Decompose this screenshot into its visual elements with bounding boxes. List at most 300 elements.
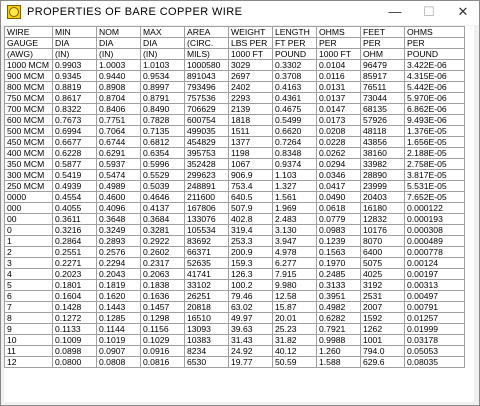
data-cell[interactable]: 0.1156 (141, 324, 185, 335)
data-cell[interactable]: 2402 (229, 82, 273, 93)
data-cell[interactable]: 48118 (361, 126, 405, 137)
data-cell[interactable]: 600754 (185, 115, 229, 126)
data-cell[interactable]: 26251 (185, 291, 229, 302)
data-cell[interactable]: 0.4646 (141, 192, 185, 203)
data-cell[interactable]: 133076 (185, 214, 229, 225)
data-cell[interactable]: 0.1443 (97, 302, 141, 313)
data-cell[interactable]: 1.376E-05 (405, 126, 465, 137)
data-cell[interactable]: 0.1970 (317, 258, 361, 269)
data-cell[interactable]: 0.0228 (317, 137, 361, 148)
data-cell[interactable]: 0.2602 (141, 247, 185, 258)
header-cell[interactable]: DIA (97, 38, 141, 49)
data-cell[interactable]: 63.02 (229, 302, 273, 313)
data-cell[interactable]: 0.5529 (141, 170, 185, 181)
header-cell[interactable]: OHM (361, 49, 405, 60)
header-cell[interactable]: FT PER (273, 38, 317, 49)
data-cell[interactable]: 1818 (229, 115, 273, 126)
wire-gauge-cell[interactable]: 2 (5, 247, 53, 258)
wire-gauge-cell[interactable]: 1000 MCM (5, 60, 53, 71)
data-cell[interactable]: 0.1009 (53, 335, 97, 346)
data-cell[interactable]: 0.6282 (317, 313, 361, 324)
data-cell[interactable]: 0.1563 (317, 247, 361, 258)
data-cell[interactable]: 0.3708 (273, 71, 317, 82)
header-cell[interactable]: PER (405, 38, 465, 49)
data-cell[interactable]: 0.2922 (141, 236, 185, 247)
header-cell[interactable]: (AWG) (5, 49, 53, 60)
data-cell[interactable]: 0.1620 (97, 291, 141, 302)
data-cell[interactable]: 0.0490 (317, 192, 361, 203)
table-row[interactable] (5, 291, 465, 302)
data-cell[interactable]: 15.87 (273, 302, 317, 313)
wire-gauge-cell[interactable]: 4 (5, 269, 53, 280)
data-cell[interactable]: 0.4982 (317, 302, 361, 313)
data-cell[interactable]: 299623 (185, 170, 229, 181)
data-cell[interactable]: 1.656E-05 (405, 137, 465, 148)
data-cell[interactable]: 1511 (229, 126, 273, 137)
table-row[interactable] (5, 335, 465, 346)
data-cell[interactable]: 24.92 (229, 346, 273, 357)
data-cell[interactable]: 0.0816 (141, 357, 185, 368)
data-cell[interactable]: 0.000778 (405, 247, 465, 258)
data-cell[interactable]: 0.4055 (53, 203, 97, 214)
data-cell[interactable]: 0.8322 (53, 104, 97, 115)
data-cell[interactable]: 126.3 (229, 269, 273, 280)
data-cell[interactable]: 0.0208 (317, 126, 361, 137)
header-cell[interactable]: OHMS (317, 27, 361, 38)
data-cell[interactable]: 0.8791 (141, 93, 185, 104)
data-cell[interactable]: 1.969 (273, 203, 317, 214)
table-row[interactable] (5, 170, 465, 181)
data-cell[interactable]: 211600 (185, 192, 229, 203)
data-cell[interactable]: 0.6228 (53, 148, 97, 159)
data-cell[interactable]: 0.4096 (97, 203, 141, 214)
data-cell[interactable]: 0.9903 (53, 60, 97, 71)
table-row[interactable] (5, 148, 465, 159)
header-cell[interactable]: LBS PER (229, 38, 273, 49)
data-cell[interactable]: 906.9 (229, 170, 273, 181)
data-cell[interactable]: 3.817E-05 (405, 170, 465, 181)
data-cell[interactable]: 0.0116 (317, 71, 361, 82)
data-cell[interactable]: 3.130 (273, 225, 317, 236)
data-cell[interactable]: 38160 (361, 148, 405, 159)
data-cell[interactable]: 0.3302 (273, 60, 317, 71)
data-cell[interactable]: 20403 (361, 192, 405, 203)
data-cell[interactable]: 52635 (185, 258, 229, 269)
wire-gauge-cell[interactable]: 600 MCM (5, 115, 53, 126)
data-cell[interactable]: 10383 (185, 335, 229, 346)
data-cell[interactable]: 0.1428 (53, 302, 97, 313)
data-cell[interactable]: 0.0346 (317, 170, 361, 181)
data-cell[interactable]: 16510 (185, 313, 229, 324)
data-cell[interactable]: 100.2 (229, 280, 273, 291)
data-cell[interactable]: 1592 (361, 313, 405, 324)
data-cell[interactable]: 794.0 (361, 346, 405, 357)
header-cell[interactable]: PER (361, 38, 405, 49)
data-cell[interactable]: 0.8490 (141, 104, 185, 115)
wire-gauge-cell[interactable]: 0 (5, 225, 53, 236)
data-cell[interactable]: 6.862E-06 (405, 104, 465, 115)
data-cell[interactable]: 1.0103 (141, 60, 185, 71)
data-cell[interactable]: 7.915 (273, 269, 317, 280)
data-cell[interactable]: 0.5996 (141, 159, 185, 170)
data-cell[interactable]: 0.4163 (273, 82, 317, 93)
data-cell[interactable]: 0.2576 (97, 247, 141, 258)
data-cell[interactable]: 85917 (361, 71, 405, 82)
table-row[interactable] (5, 137, 465, 148)
data-cell[interactable]: 0.9988 (317, 335, 361, 346)
data-cell[interactable]: 0.0137 (317, 93, 361, 104)
table-row[interactable] (5, 214, 465, 225)
data-cell[interactable]: 0.2271 (53, 258, 97, 269)
header-cell[interactable]: GAUGE (5, 38, 53, 49)
maximize-button[interactable]: ☐ (423, 4, 435, 19)
data-cell[interactable]: 96479 (361, 60, 405, 71)
data-cell[interactable]: 402.8 (229, 214, 273, 225)
data-cell[interactable]: 12832 (361, 214, 405, 225)
data-cell[interactable]: 253.3 (229, 236, 273, 247)
data-cell[interactable]: 0.3684 (141, 214, 185, 225)
header-cell[interactable]: MAX (141, 27, 185, 38)
data-cell[interactable]: 6.277 (273, 258, 317, 269)
data-cell[interactable]: 0.2317 (141, 258, 185, 269)
data-cell[interactable]: 0.4675 (273, 104, 317, 115)
header-cell[interactable]: MIN (53, 27, 97, 38)
data-cell[interactable]: 2.758E-05 (405, 159, 465, 170)
wire-gauge-cell[interactable]: 800 MCM (5, 82, 53, 93)
table-row[interactable] (5, 225, 465, 236)
data-cell[interactable]: 395753 (185, 148, 229, 159)
data-cell[interactable]: 0.7264 (273, 137, 317, 148)
minimize-button[interactable]: — (388, 4, 402, 19)
data-cell[interactable]: 0.1029 (141, 335, 185, 346)
data-cell[interactable]: 41741 (185, 269, 229, 280)
data-cell[interactable]: 0.8704 (97, 93, 141, 104)
data-cell[interactable]: 753.4 (229, 181, 273, 192)
data-cell[interactable]: 66371 (185, 247, 229, 258)
data-cell[interactable]: 1067 (229, 159, 273, 170)
data-cell[interactable]: 0.2063 (141, 269, 185, 280)
data-cell[interactable]: 1001 (361, 335, 405, 346)
data-cell[interactable]: 40.12 (273, 346, 317, 357)
data-cell[interactable]: 0.6744 (97, 137, 141, 148)
data-cell[interactable]: 0.7828 (141, 115, 185, 126)
data-cell[interactable]: 4.315E-06 (405, 71, 465, 82)
data-cell[interactable]: 0.0916 (141, 346, 185, 357)
data-cell[interactable]: 1.588 (317, 357, 361, 368)
data-cell[interactable]: 1.103 (273, 170, 317, 181)
data-cell[interactable]: 2.188E-05 (405, 148, 465, 159)
data-cell[interactable]: 0.03178 (405, 335, 465, 346)
data-cell[interactable]: 0.9345 (53, 71, 97, 82)
data-cell[interactable]: 0.6291 (97, 148, 141, 159)
data-cell[interactable]: 33982 (361, 159, 405, 170)
data-cell[interactable]: 2293 (229, 93, 273, 104)
wire-gauge-cell[interactable]: 500 MCM (5, 126, 53, 137)
data-cell[interactable]: 0.08035 (405, 357, 465, 368)
data-cell[interactable]: 0.5474 (97, 170, 141, 181)
wire-gauge-cell[interactable]: 400 MCM (5, 148, 53, 159)
wire-gauge-cell[interactable]: 10 (5, 335, 53, 346)
wire-gauge-cell[interactable]: 0000 (5, 192, 53, 203)
data-cell[interactable]: 0.1457 (141, 302, 185, 313)
data-cell[interactable]: 0.6994 (53, 126, 97, 137)
data-cell[interactable]: 0.4361 (273, 93, 317, 104)
table-row[interactable] (5, 104, 465, 115)
data-cell[interactable]: 0.5877 (53, 159, 97, 170)
header-cell[interactable]: NOM (97, 27, 141, 38)
data-cell[interactable]: 0.9534 (141, 71, 185, 82)
header-cell[interactable]: 1000 FT (317, 49, 361, 60)
data-cell[interactable]: 454829 (185, 137, 229, 148)
data-cell[interactable]: 0.2551 (53, 247, 97, 258)
header-cell[interactable]: WEIGHT (229, 27, 273, 38)
data-cell[interactable]: 20.01 (273, 313, 317, 324)
data-cell[interactable]: 0.1019 (97, 335, 141, 346)
data-cell[interactable]: 0.3249 (97, 225, 141, 236)
data-cell[interactable]: 68135 (361, 104, 405, 115)
header-cell[interactable]: (IN) (97, 49, 141, 60)
header-cell[interactable]: (CIRC. (185, 38, 229, 49)
data-cell[interactable]: 499035 (185, 126, 229, 137)
data-cell[interactable]: 2139 (229, 104, 273, 115)
data-cell[interactable]: 1.561 (273, 192, 317, 203)
table-row[interactable] (5, 247, 465, 258)
data-cell[interactable]: 0.1144 (97, 324, 141, 335)
data-cell[interactable]: 0.1133 (53, 324, 97, 335)
data-cell[interactable]: 0.00124 (405, 258, 465, 269)
table-row[interactable] (5, 313, 465, 324)
data-cell[interactable]: 1.327 (273, 181, 317, 192)
wire-gauge-cell[interactable]: 750 MCM (5, 93, 53, 104)
data-cell[interactable]: 50.59 (273, 357, 317, 368)
data-cell[interactable]: 159.3 (229, 258, 273, 269)
data-cell[interactable]: 0.01999 (405, 324, 465, 335)
table-row[interactable] (5, 236, 465, 247)
title-bar[interactable] (1, 1, 479, 25)
data-cell[interactable]: 0.2485 (317, 269, 361, 280)
data-cell[interactable]: 0.0808 (97, 357, 141, 368)
data-cell[interactable]: 25.23 (273, 324, 317, 335)
data-cell[interactable]: 891043 (185, 71, 229, 82)
data-cell[interactable]: 248891 (185, 181, 229, 192)
data-cell[interactable]: 0.1285 (97, 313, 141, 324)
wire-gauge-cell[interactable]: 8 (5, 313, 53, 324)
data-cell[interactable]: 0.1636 (141, 291, 185, 302)
data-cell[interactable]: 76511 (361, 82, 405, 93)
data-cell[interactable]: 1.260 (317, 346, 361, 357)
data-cell[interactable]: 31.43 (229, 335, 273, 346)
data-cell[interactable]: 7.652E-05 (405, 192, 465, 203)
data-cell[interactable]: 793496 (185, 82, 229, 93)
data-cell[interactable]: 2.483 (273, 214, 317, 225)
data-cell[interactable]: 4.978 (273, 247, 317, 258)
wire-gauge-cell[interactable]: 12 (5, 357, 53, 368)
header-cell[interactable]: OHMS (405, 27, 465, 38)
header-cell[interactable]: PER (317, 38, 361, 49)
data-cell[interactable]: 0.9440 (97, 71, 141, 82)
data-cell[interactable]: 0.000193 (405, 214, 465, 225)
data-cell[interactable]: 0.6677 (53, 137, 97, 148)
data-cell[interactable]: 9.493E-06 (405, 115, 465, 126)
data-cell[interactable]: 0.2043 (97, 269, 141, 280)
wire-gauge-cell[interactable]: 000 (5, 203, 53, 214)
header-cell[interactable]: MILS) (185, 49, 229, 60)
header-cell[interactable]: AREA (185, 27, 229, 38)
data-cell[interactable]: 0.8819 (53, 82, 97, 93)
data-cell[interactable]: 28890 (361, 170, 405, 181)
wire-gauge-cell[interactable]: 900 MCM (5, 71, 53, 82)
data-cell[interactable]: 0.1298 (141, 313, 185, 324)
header-cell[interactable]: (IN) (53, 49, 97, 60)
wire-gauge-cell[interactable]: 11 (5, 346, 53, 357)
table-row[interactable] (5, 357, 465, 368)
close-button[interactable]: ✕ (457, 4, 469, 19)
header-cell[interactable]: 1000 FT (229, 49, 273, 60)
data-cell[interactable]: 0.00197 (405, 269, 465, 280)
data-cell[interactable]: 3192 (361, 280, 405, 291)
data-cell[interactable]: 1198 (229, 148, 273, 159)
data-cell[interactable]: 33102 (185, 280, 229, 291)
data-cell[interactable]: 0.8617 (53, 93, 97, 104)
data-cell[interactable]: 757536 (185, 93, 229, 104)
data-cell[interactable]: 1377 (229, 137, 273, 148)
data-cell[interactable]: 0.0104 (317, 60, 361, 71)
data-cell[interactable]: 0.1819 (97, 280, 141, 291)
table-row[interactable] (5, 346, 465, 357)
data-cell[interactable]: 0.0147 (317, 104, 361, 115)
data-cell[interactable]: 2007 (361, 302, 405, 313)
data-cell[interactable]: 0.3611 (53, 214, 97, 225)
wire-gauge-cell[interactable]: 00 (5, 214, 53, 225)
data-cell[interactable]: 629.6 (361, 357, 405, 368)
data-cell[interactable]: 3.422E-06 (405, 60, 465, 71)
data-cell[interactable]: 0.5419 (53, 170, 97, 181)
data-cell[interactable]: 0.4939 (53, 181, 97, 192)
table-row[interactable] (5, 82, 465, 93)
data-cell[interactable]: 507.9 (229, 203, 273, 214)
data-cell[interactable]: 0.7135 (141, 126, 185, 137)
data-cell[interactable]: 0.0294 (317, 159, 361, 170)
data-cell[interactable]: 20818 (185, 302, 229, 313)
wire-gauge-cell[interactable]: 7 (5, 302, 53, 313)
data-cell[interactable]: 5075 (361, 258, 405, 269)
data-cell[interactable]: 640.5 (229, 192, 273, 203)
data-cell[interactable]: 0.7673 (53, 115, 97, 126)
wire-gauge-cell[interactable]: 6 (5, 291, 53, 302)
data-cell[interactable]: 4025 (361, 269, 405, 280)
data-cell[interactable]: 0.4554 (53, 192, 97, 203)
data-cell[interactable]: 0.1838 (141, 280, 185, 291)
header-cell[interactable]: FEET (361, 27, 405, 38)
data-cell[interactable]: 0.3216 (53, 225, 97, 236)
data-cell[interactable]: 0.5039 (141, 181, 185, 192)
data-cell[interactable]: 0.3648 (97, 214, 141, 225)
table-row[interactable] (5, 324, 465, 335)
wire-gauge-cell[interactable]: 350 MCM (5, 159, 53, 170)
data-cell[interactable]: 319.4 (229, 225, 273, 236)
wire-gauge-cell[interactable]: 1 (5, 236, 53, 247)
wire-gauge-cell[interactable]: 300 MCM (5, 170, 53, 181)
data-cell[interactable]: 0.00791 (405, 302, 465, 313)
data-cell[interactable]: 73044 (361, 93, 405, 104)
data-cell[interactable]: 3029 (229, 60, 273, 71)
data-cell[interactable]: 6400 (361, 247, 405, 258)
data-cell[interactable]: 0.8348 (273, 148, 317, 159)
data-cell[interactable]: 0.6354 (141, 148, 185, 159)
data-cell[interactable]: 1.0003 (97, 60, 141, 71)
data-cell[interactable]: 0.0907 (97, 346, 141, 357)
data-cell[interactable]: 0.0779 (317, 214, 361, 225)
table-row[interactable] (5, 203, 465, 214)
table-row[interactable] (5, 269, 465, 280)
data-cell[interactable]: 43856 (361, 137, 405, 148)
data-cell[interactable]: 105534 (185, 225, 229, 236)
data-cell[interactable]: 1262 (361, 324, 405, 335)
table-row[interactable] (5, 302, 465, 313)
data-cell[interactable]: 5.442E-06 (405, 82, 465, 93)
wire-gauge-cell[interactable]: 3 (5, 258, 53, 269)
data-cell[interactable]: 49.97 (229, 313, 273, 324)
header-cell[interactable]: DIA (53, 38, 97, 49)
data-cell[interactable]: 10176 (361, 225, 405, 236)
data-cell[interactable]: 83692 (185, 236, 229, 247)
table-row[interactable] (5, 192, 465, 203)
data-grid[interactable] (4, 26, 474, 402)
data-cell[interactable]: 352428 (185, 159, 229, 170)
header-cell[interactable]: POUND (405, 49, 465, 60)
data-cell[interactable]: 13093 (185, 324, 229, 335)
data-cell[interactable]: 79.46 (229, 291, 273, 302)
data-cell[interactable]: 0.0800 (53, 357, 97, 368)
data-cell[interactable]: 200.9 (229, 247, 273, 258)
data-cell[interactable]: 12.58 (273, 291, 317, 302)
data-cell[interactable]: 8234 (185, 346, 229, 357)
table-row[interactable] (5, 93, 465, 104)
data-cell[interactable]: 0.4137 (141, 203, 185, 214)
data-cell[interactable]: 0.6812 (141, 137, 185, 148)
data-cell[interactable]: 0.000122 (405, 203, 465, 214)
data-cell[interactable]: 0.3133 (317, 280, 361, 291)
data-cell[interactable]: 6530 (185, 357, 229, 368)
wire-gauge-cell[interactable]: 700 MCM (5, 104, 53, 115)
table-row[interactable] (5, 258, 465, 269)
data-cell[interactable]: 0.7751 (97, 115, 141, 126)
data-cell[interactable]: 9.980 (273, 280, 317, 291)
data-cell[interactable]: 0.2023 (53, 269, 97, 280)
data-cell[interactable]: 57926 (361, 115, 405, 126)
data-cell[interactable]: 0.9374 (273, 159, 317, 170)
data-cell[interactable]: 0.1272 (53, 313, 97, 324)
data-cell[interactable]: 0.0983 (317, 225, 361, 236)
data-cell[interactable]: 0.00313 (405, 280, 465, 291)
data-cell[interactable]: 0.000489 (405, 236, 465, 247)
data-cell[interactable]: 31.82 (273, 335, 317, 346)
table-row[interactable] (5, 280, 465, 291)
wire-gauge-cell[interactable]: 450 MCM (5, 137, 53, 148)
data-cell[interactable]: 2697 (229, 71, 273, 82)
data-cell[interactable]: 0.0131 (317, 82, 361, 93)
data-cell[interactable]: 0.0417 (317, 181, 361, 192)
data-cell[interactable]: 706629 (185, 104, 229, 115)
data-cell[interactable]: 0.4600 (97, 192, 141, 203)
data-cell[interactable]: 0.01257 (405, 313, 465, 324)
wire-gauge-cell[interactable]: 9 (5, 324, 53, 335)
wire-gauge-cell[interactable]: 5 (5, 280, 53, 291)
table-row[interactable] (5, 159, 465, 170)
data-cell[interactable]: 2531 (361, 291, 405, 302)
data-cell[interactable]: 0.8997 (141, 82, 185, 93)
data-cell[interactable]: 0.6620 (273, 126, 317, 137)
